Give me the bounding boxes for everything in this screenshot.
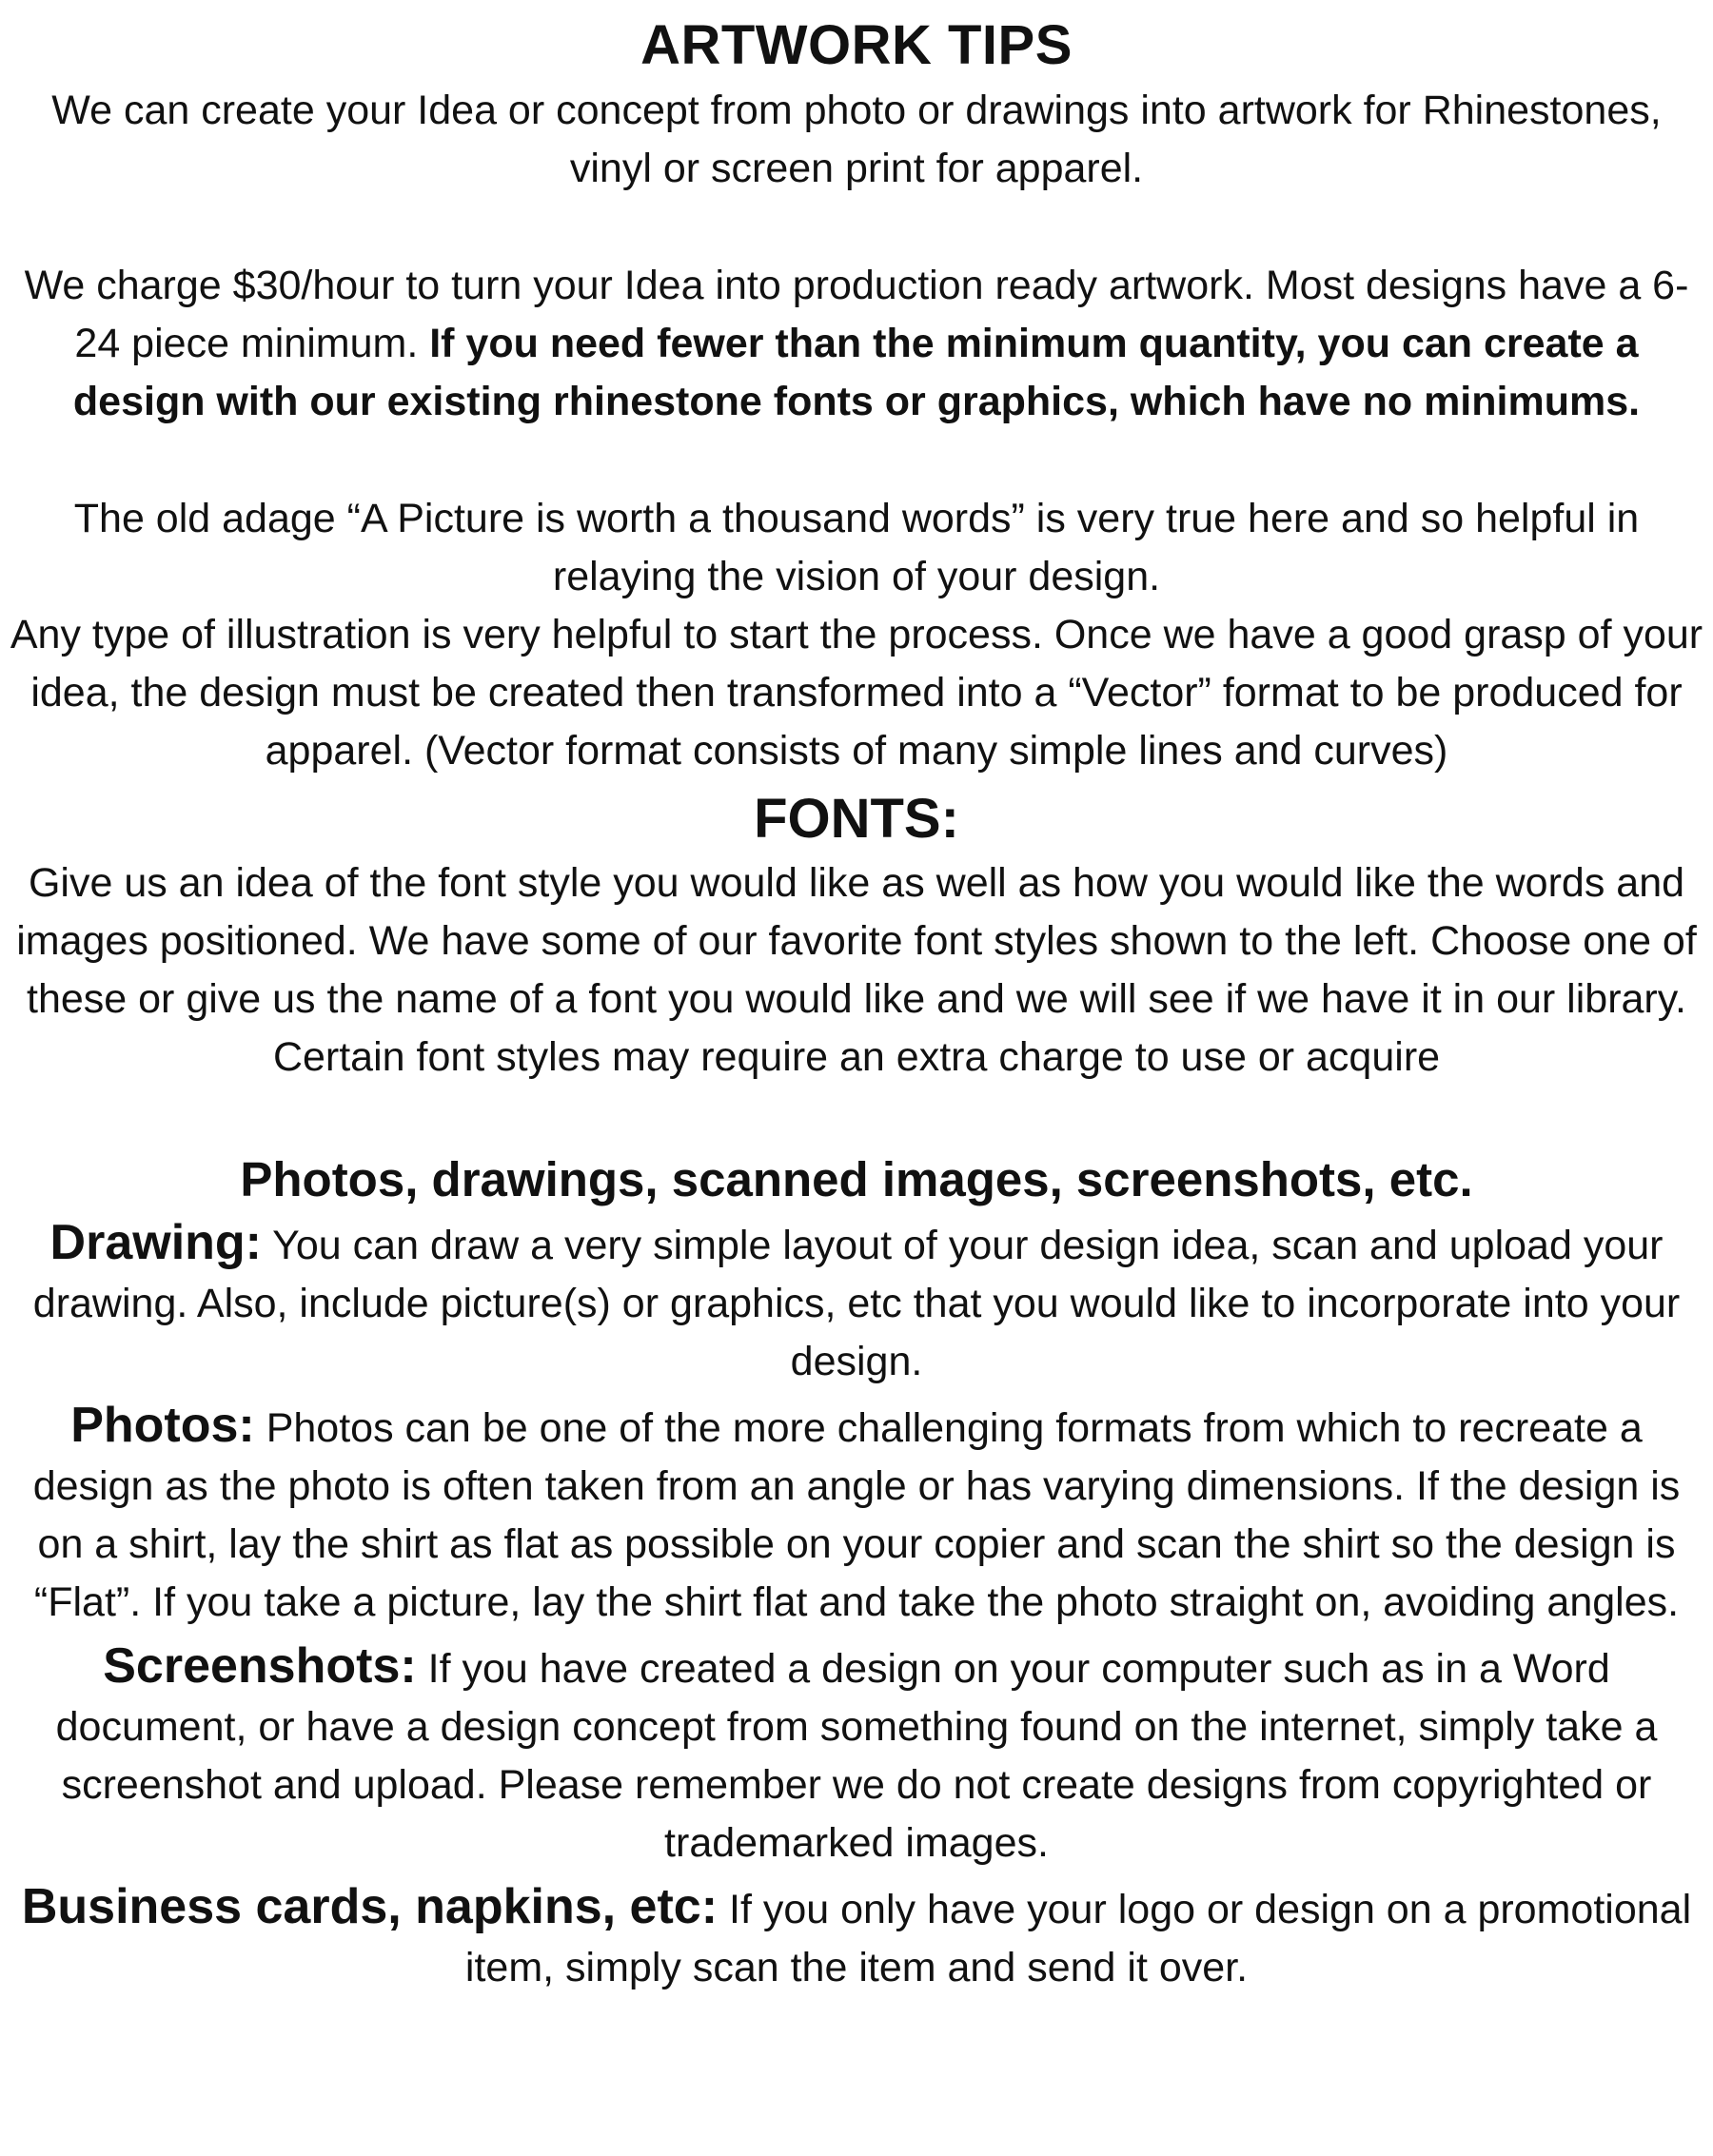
- photos-label: Photos:: [70, 1398, 255, 1453]
- page-title: ARTWORK TIPS: [640, 14, 1073, 76]
- intro-paragraph: We can create your Idea or concept from photo or drawings into artwork for Rhinestones, vinyl or screen print for apparel.: [51, 88, 1662, 191]
- spacer: [8, 198, 1705, 257]
- formats-heading: Photos, drawings, scanned images, screenshots, etc.: [240, 1152, 1473, 1206]
- photos-entry: [8, 1397, 1705, 1632]
- pricing-paragraph: [8, 257, 1705, 431]
- fonts-heading: FONTS:: [754, 788, 959, 850]
- spacer: [8, 1087, 1705, 1146]
- screenshots-entry: [8, 1637, 1705, 1872]
- process-paragraph: Any type of illustration is very helpful to start the process. Once we have a good grasp of your idea, the design must be created then transformed into a “Vector” format to be produced for apparel. (Vector format consists of many simple lines and curves): [10, 612, 1703, 774]
- screenshots-label: Screenshots:: [103, 1638, 417, 1694]
- drawing-entry: [8, 1214, 1705, 1391]
- drawing-text: You can draw a very simple layout of your design idea, scan and upload your drawing. Also, include picture(s) or graphics, etc that you would like to incorporate into your design.: [32, 1223, 1681, 1384]
- pricing-text: We charge $30/hour to turn your Idea into production ready artwork. Most designs have a 6-24 piece minimum.: [24, 263, 1689, 366]
- adage-paragraph: The old adage “A Picture is worth a thousand words” is very true here and so helpful in relaying the vision of your design.: [73, 496, 1640, 599]
- photos-text: Photos can be one of the more challenging formats from which to recreate a design as the photo is often taken from an angle or has varying dimensions. If the design is on a shirt, lay the shirt as flat as possible on your copier and scan the shirt so the design is “Flat”. If you take a picture, lay the shirt flat and take the photo straight on, avoiding angles.: [32, 1405, 1681, 1625]
- drawing-label: Drawing:: [49, 1215, 262, 1270]
- business-cards-text: If you only have your logo or design on a promotional item, simply scan the item and send it over.: [464, 1887, 1692, 1990]
- business-cards-label: Business cards, napkins, etc:: [21, 1879, 719, 1934]
- minimum-note: If you need fewer than the minimum quantity, you can create a design with our existing rhinestone fonts or graphics, which have no minimums.: [72, 321, 1641, 424]
- business-cards-entry: [8, 1878, 1705, 1997]
- screenshots-text: If you have created a design on your computer such as in a Word document, or have a design concept from something found on the internet, simply take a screenshot and upload. Please remember we do not create designs from copyrighted or trademarked images.: [55, 1646, 1658, 1866]
- spacer: [8, 431, 1705, 490]
- fonts-paragraph: Give us an idea of the font style you would like as well as how you would like the words and images positioned. We have some of our favorite font styles shown to the left. Choose one of these or give us the name of a font you would like and we will see if we have it in our library. Certain font styles may require an extra charge to use or acquire: [16, 860, 1697, 1080]
